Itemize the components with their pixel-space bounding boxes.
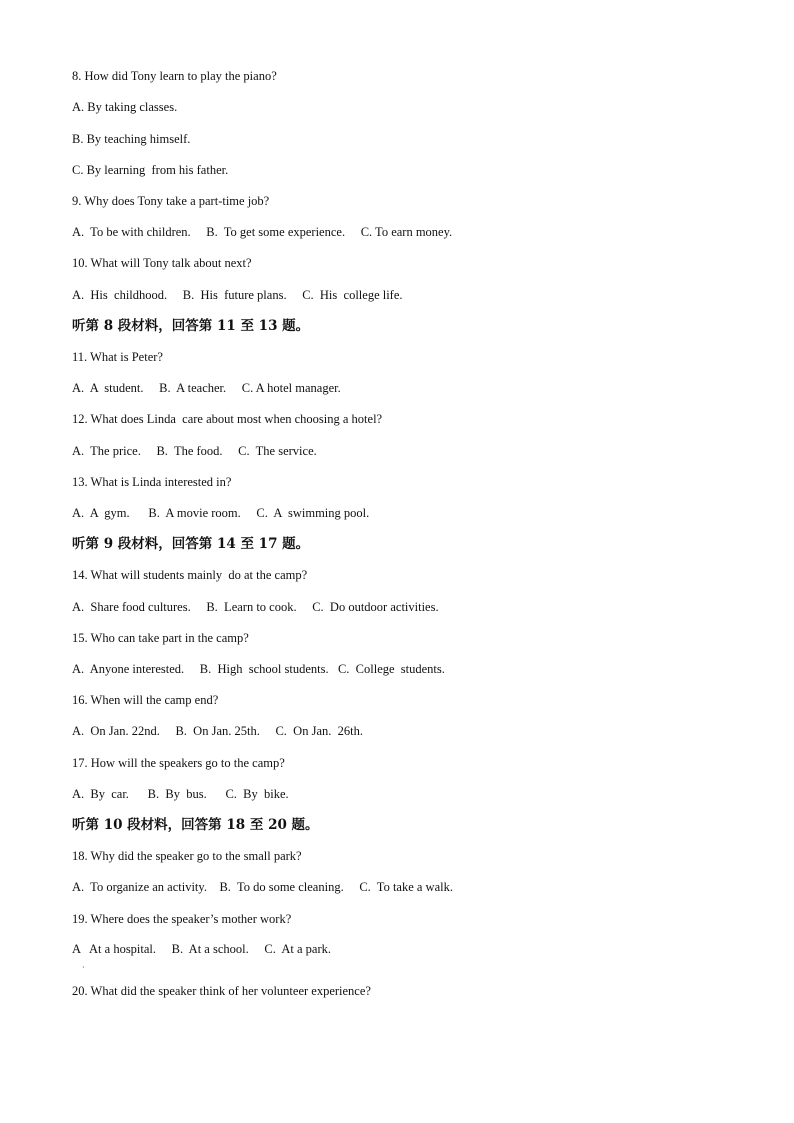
- section-heading-9: 听第 9 段材料，回答第 14 至 17 题。: [72, 536, 310, 552]
- question-11-options: A. A student. B. A teacher. C. A hotel manager.: [72, 381, 341, 395]
- question-14: 14. What will students mainly do at the camp?: [72, 568, 308, 582]
- section-heading-8: 听第 8 段材料，回答第 11 至 13 题。: [72, 318, 310, 334]
- question-8-option-b: B. By teaching himself.: [72, 132, 191, 146]
- question-11: 11. What is Peter?: [72, 350, 163, 364]
- question-17-options: A. By car. B. By bus. C. By bike.: [72, 787, 289, 801]
- question-12: 12. What does Linda care about most when choosing a hotel?: [72, 412, 383, 426]
- question-16: 16. When will the camp end?: [72, 693, 219, 707]
- question-10-options: A. His childhood. B. His future plans. C. His college life.: [72, 288, 403, 302]
- question-12-options: A. The price. B. The food. C. The service.: [72, 444, 317, 458]
- question-8: 8. How did Tony learn to play the piano?: [72, 69, 277, 83]
- question-13: 13. What is Linda interested in?: [72, 475, 232, 489]
- question-16-options: A. On Jan. 22nd. B. On Jan. 25th. C. On Jan. 26th.: [72, 724, 363, 738]
- question-10: 10. What will Tony talk about next?: [72, 256, 252, 270]
- stray-mark: ·: [82, 963, 85, 972]
- question-9-options: A. To be with children. B. To get some experience. C. To earn money.: [72, 225, 453, 239]
- question-18-options: A. To organize an activity. B. To do some cleaning. C. To take a walk.: [72, 880, 453, 894]
- section-heading-10: 听第 10 段材料，回答第 18 至 20 题。: [72, 817, 319, 833]
- question-20: 20. What did the speaker think of her volunteer experience?: [72, 984, 371, 998]
- question-14-options: A. Share food cultures. B. Learn to cook. C. Do outdoor activities.: [72, 600, 439, 614]
- question-15: 15. Who can take part in the camp?: [72, 631, 249, 645]
- question-15-options: A. Anyone interested. B. High school students. C. College students.: [72, 662, 445, 676]
- question-18: 18. Why did the speaker go to the small park?: [72, 849, 302, 863]
- question-19-options: A At a hospital. B. At a school. C. At a park.: [72, 942, 332, 956]
- question-8-option-a: A. By taking classes.: [72, 100, 178, 114]
- question-8-option-c: C. By learning from his father.: [72, 163, 229, 177]
- question-19: 19. Where does the speaker’s mother work?: [72, 912, 292, 926]
- question-17: 17. How will the speakers go to the camp?: [72, 756, 285, 770]
- question-9: 9. Why does Tony take a part-time job?: [72, 194, 270, 208]
- question-13-options: A. A gym. B. A movie room. C. A swimming pool.: [72, 506, 370, 520]
